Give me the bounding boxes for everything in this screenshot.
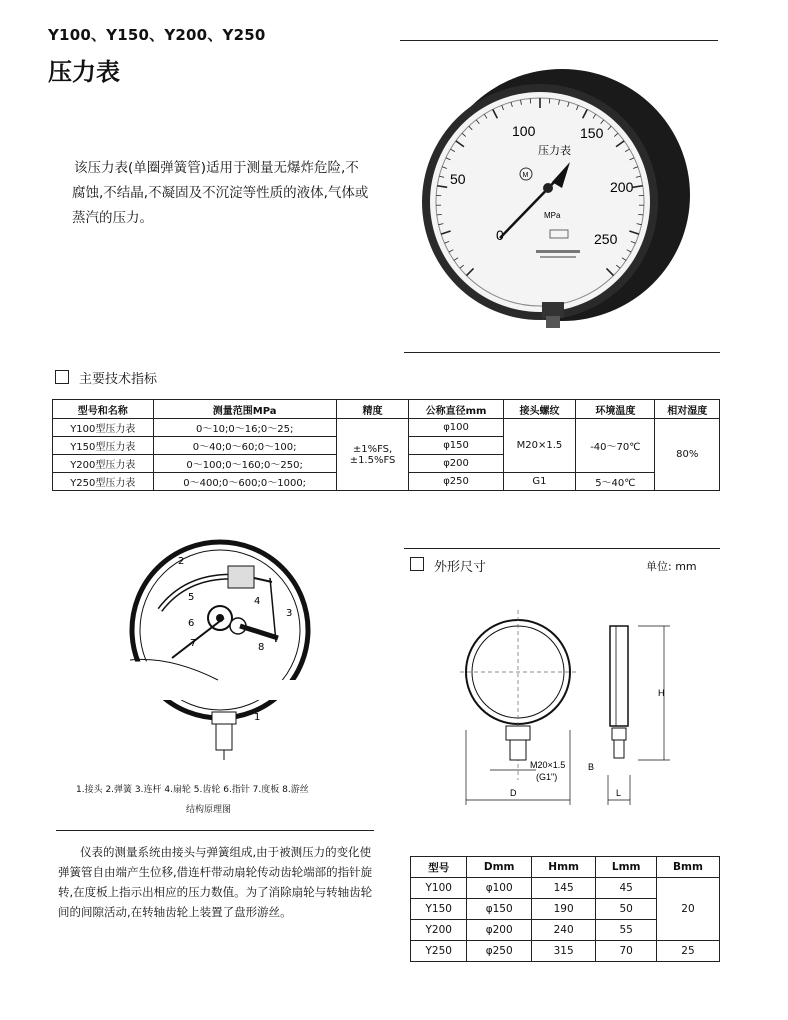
callout-1: 1 [254, 712, 261, 723]
dim-label-H: H [658, 688, 665, 698]
callout-6: 6 [188, 618, 195, 629]
dim-B: 25 [656, 941, 719, 962]
callout-4: 4 [254, 596, 261, 607]
table-row: Y100 φ100 145 45 20 [411, 878, 720, 899]
spec-header: 相对湿度 [655, 400, 720, 419]
dim-B: 20 [656, 878, 719, 941]
unit-label: 单位: mm [646, 560, 697, 573]
dim-label-B: B [588, 762, 595, 772]
scale-label-50: 50 [450, 171, 466, 187]
scale-label-0: 0 [496, 227, 504, 243]
spec-model: Y250型压力表 [53, 473, 154, 491]
scale-label-200: 200 [610, 179, 634, 195]
dimension-drawing [460, 610, 690, 810]
spec-header: 公称直径mm [409, 400, 503, 419]
callout-2: 2 [178, 556, 185, 567]
dim-header: Lmm [596, 857, 657, 878]
dim-header: Hmm [531, 857, 596, 878]
table-row: Y250 φ250 315 70 25 [411, 941, 720, 962]
specs-table [52, 399, 720, 491]
diagram-caption: 结构原理图 [186, 805, 232, 815]
spec-diameter: φ250 [409, 473, 503, 491]
dim-header: Bmm [656, 857, 719, 878]
scale-label-100: 100 [512, 123, 536, 139]
dim-label-D: D [510, 788, 517, 798]
page-title: 压力表 [48, 58, 120, 86]
spec-temp: -40～70℃ [576, 419, 655, 473]
spec-range: 0～10;0～16;0～25; [153, 419, 336, 437]
scale-label-250: 250 [594, 231, 618, 247]
spec-diameter: φ150 [409, 437, 503, 455]
section-checkbox-specs [55, 370, 69, 384]
spec-range: 0～400;0～600;0～1000; [153, 473, 336, 491]
model-list: Y100、Y150、Y200、Y250 [48, 26, 266, 44]
table-row: Y150 φ150 190 50 [411, 899, 720, 920]
spec-range: 0～100;0～160;0～250; [153, 455, 336, 473]
spec-temp: 5～40℃ [576, 473, 655, 491]
spec-header: 测量范围MPa [153, 400, 336, 419]
callout-5: 5 [188, 592, 195, 603]
spec-model: Y100型压力表 [53, 419, 154, 437]
spec-header: 精度 [336, 400, 409, 419]
section-checkbox-dimensions [410, 557, 424, 571]
spec-header: 型号和名称 [53, 400, 154, 419]
spec-range: 0～40;0～60;0～100; [153, 437, 336, 455]
scale-label-150: 150 [580, 125, 604, 141]
gauge-unit: MPa [544, 211, 561, 220]
gauge-rule [404, 352, 720, 353]
callout-8: 8 [258, 642, 265, 653]
badge-text: M [522, 172, 529, 179]
dim-header: Dmm [467, 857, 531, 878]
spec-humidity: 80% [655, 419, 720, 491]
dimensions-section-title: 外形尺寸 [434, 560, 487, 575]
structure-diagram [120, 530, 320, 775]
top-rule [400, 40, 718, 41]
spec-model: Y150型压力表 [53, 437, 154, 455]
spec-diameter: φ100 [409, 419, 503, 437]
spec-thread: G1 [503, 473, 576, 491]
table-row: Y200 φ200 240 55 [411, 920, 720, 941]
spec-accuracy: ±1%FS, ±1.5%FS [336, 419, 409, 491]
thread-label: M20×1.5 [530, 760, 566, 770]
spec-model: Y200型压力表 [53, 455, 154, 473]
spec-diameter: φ200 [409, 455, 503, 473]
callout-3: 3 [286, 608, 293, 619]
spec-header: 环境温度 [576, 400, 655, 419]
spec-thread: M20×1.5 [503, 419, 576, 473]
specs-section-title: 主要技术指标 [79, 372, 158, 387]
parts-legend: 1.接头 2.弹簧 3.连杆 4.扇轮 5.齿轮 6.指针 7.度板 8.游丝 [76, 785, 309, 795]
callout-7: 7 [190, 638, 197, 649]
intro-paragraph: 该压力表(单圈弹簧管)适用于测量无爆炸危险,不腐蚀,不结晶,不凝固及不沉淀等性质的液体,气体或蒸汽的压力。 [72, 160, 369, 226]
dimensions-rule [404, 548, 720, 549]
principle-rule [56, 830, 374, 831]
dimensions-table [410, 856, 720, 962]
dim-header: 型号 [411, 857, 467, 878]
pressure-gauge-illustration [420, 60, 690, 340]
dim-label-L: L [616, 788, 622, 798]
spec-header: 接头螺纹 [503, 400, 576, 419]
gauge-name: 压力表 [538, 144, 571, 157]
table-row [53, 419, 720, 437]
thread-label-2: (G1") [536, 772, 558, 782]
principle-paragraph: 仪表的测量系统由接头与弹簧组成,由于被测压力的变化使弹簧管自由端产生位移,借连杆带动扇轮传动齿轮端部的指针旋转,在度板上指示出相应的压力数值。为了消除扇轮与转轴齿轮间的间隙活动,在转轴齿轮上装置了盘形游丝。 [58, 845, 373, 919]
